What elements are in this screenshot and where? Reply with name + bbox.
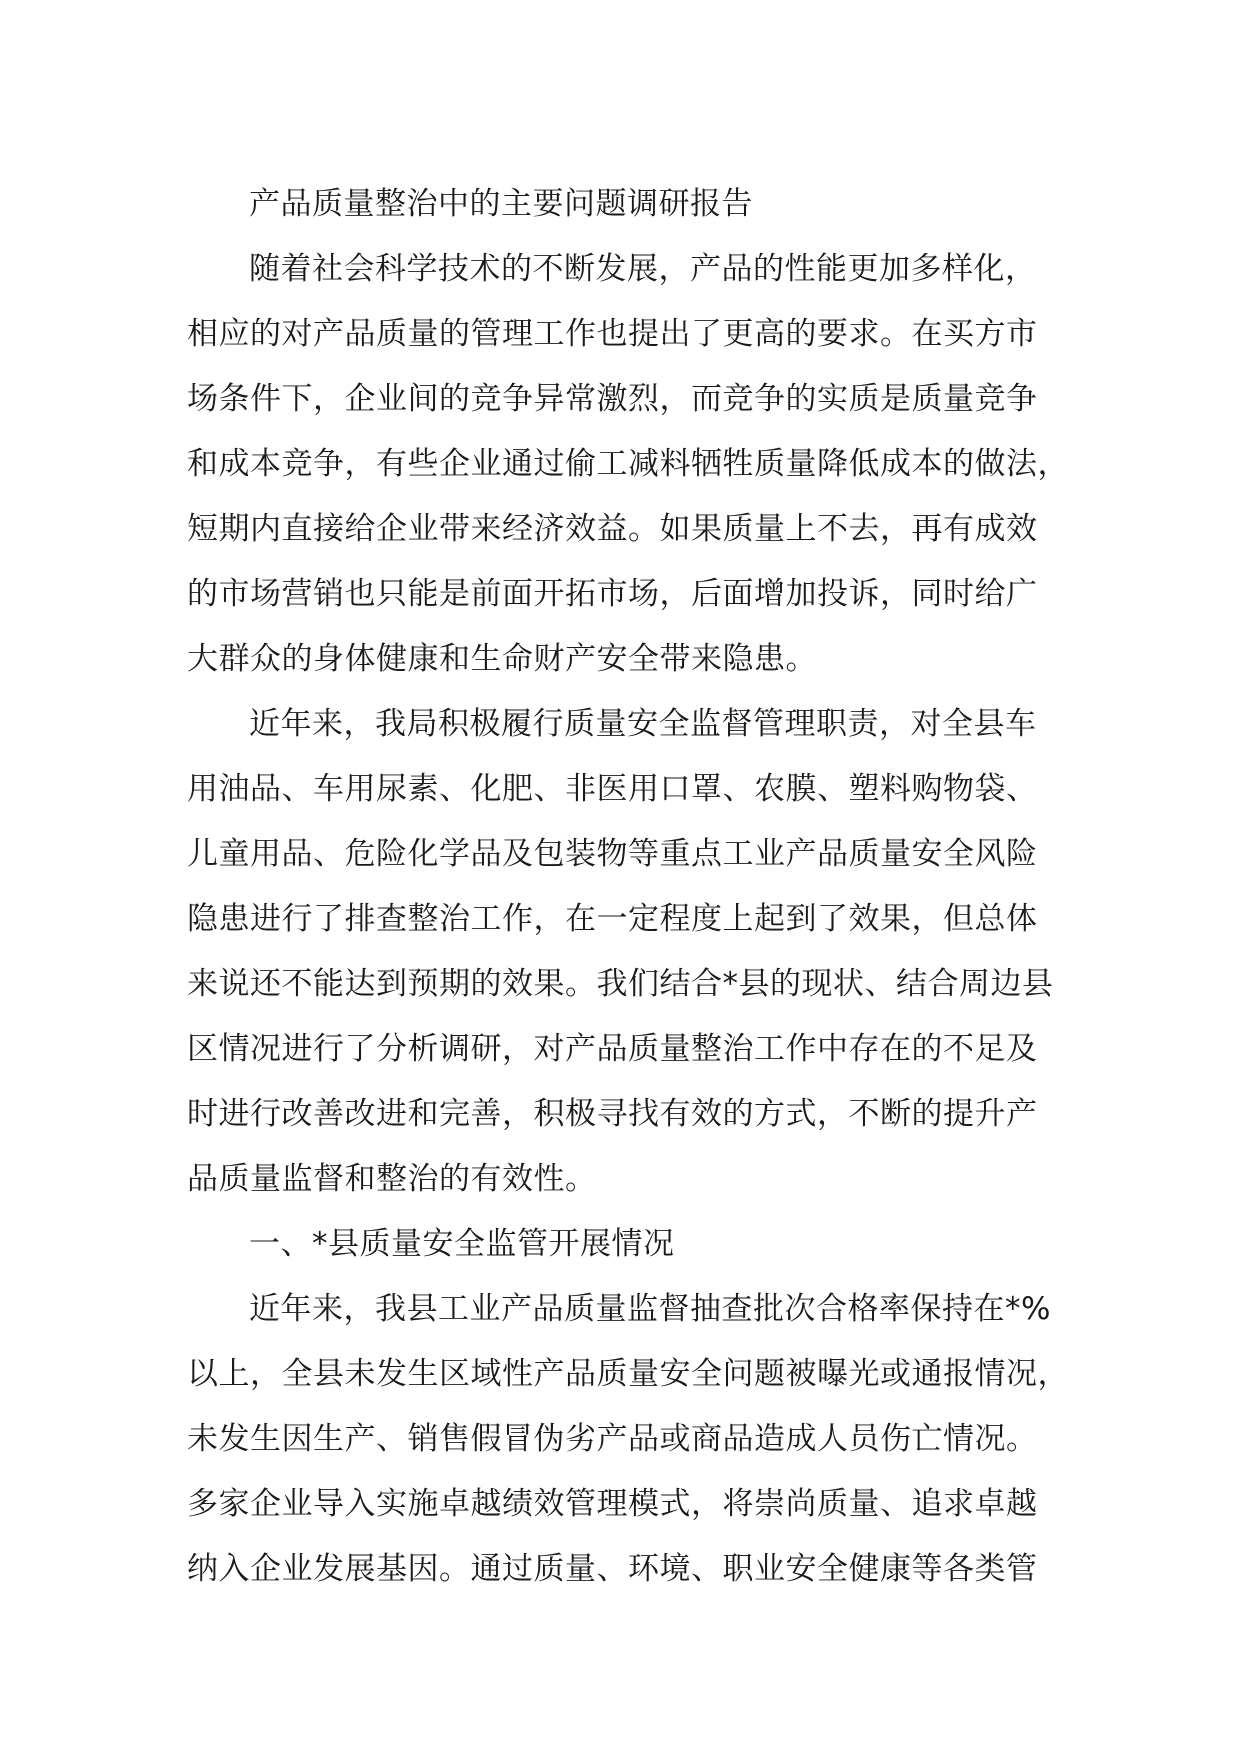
paragraph-line: 大群众的身体健康和生命财产安全带来隐患。 [187, 641, 817, 677]
paragraph-line: 的市场营销也只能是前面开拓市场，后面增加投诉，同时给广 [187, 576, 1038, 612]
paragraph-line: 以上，全县未发生区域性产品质量安全问题被曝光或通报情况， [187, 1356, 1069, 1392]
paragraph-line: 短期内直接给企业带来经济效益。如果质量上不去，再有成效 [187, 511, 1038, 547]
paragraph-line: 未发生因生产、销售假冒伪劣产品或商品造成人员伤亡情况。 [187, 1421, 1038, 1457]
paragraph-line: 随着社会科学技术的不断发展，产品的性能更加多样化， [249, 251, 1037, 287]
paragraph-line: 隐患进行了排查整治工作，在一定程度上起到了效果，但总体 [187, 901, 1038, 937]
section-heading: 一、*县质量安全监管开展情况 [249, 1226, 675, 1262]
document-title: 产品质量整治中的主要问题调研报告 [249, 186, 753, 222]
paragraph-line: 多家企业导入实施卓越绩效管理模式，将崇尚质量、追求卓越 [187, 1486, 1038, 1522]
paragraph-line: 相应的对产品质量的管理工作也提出了更高的要求。在买方市 [187, 316, 1038, 352]
paragraph-line: 和成本竞争，有些企业通过偷工减料牺牲质量降低成本的做法， [187, 446, 1069, 482]
document-body [187, 172, 1080, 1602]
paragraph-2 [187, 692, 1080, 1212]
paragraph-line: 近年来，我局积极履行质量安全监督管理职责，对全县车 [249, 706, 1037, 742]
paragraph-line: 纳入企业发展基因。通过质量、环境、职业安全健康等各类管 [187, 1551, 1038, 1587]
paragraph-line: 用油品、车用尿素、化肥、非医用口罩、农膜、塑料购物袋、 [187, 771, 1038, 807]
paragraph-line: 区情况进行了分析调研，对产品质量整治工作中存在的不足及 [187, 1031, 1038, 1067]
paragraph-line: 品质量监督和整治的有效性。 [187, 1161, 597, 1197]
paragraph-line: 来说还不能达到预期的效果。我们结合*县的现状、结合周边县 [187, 966, 1054, 1002]
paragraph-1 [187, 237, 1080, 692]
paragraph-line: 场条件下，企业间的竞争异常激烈，而竞争的实质是质量竞争 [187, 381, 1038, 417]
paragraph-line: 近年来，我县工业产品质量监督抽查批次合格率保持在*% [249, 1291, 1051, 1327]
paragraph-line: 儿童用品、危险化学品及包装物等重点工业产品质量安全风险 [187, 836, 1038, 872]
paragraph-line: 时进行改善改进和完善，积极寻找有效的方式，不断的提升产 [187, 1096, 1038, 1132]
paragraph-3 [187, 1277, 1080, 1602]
